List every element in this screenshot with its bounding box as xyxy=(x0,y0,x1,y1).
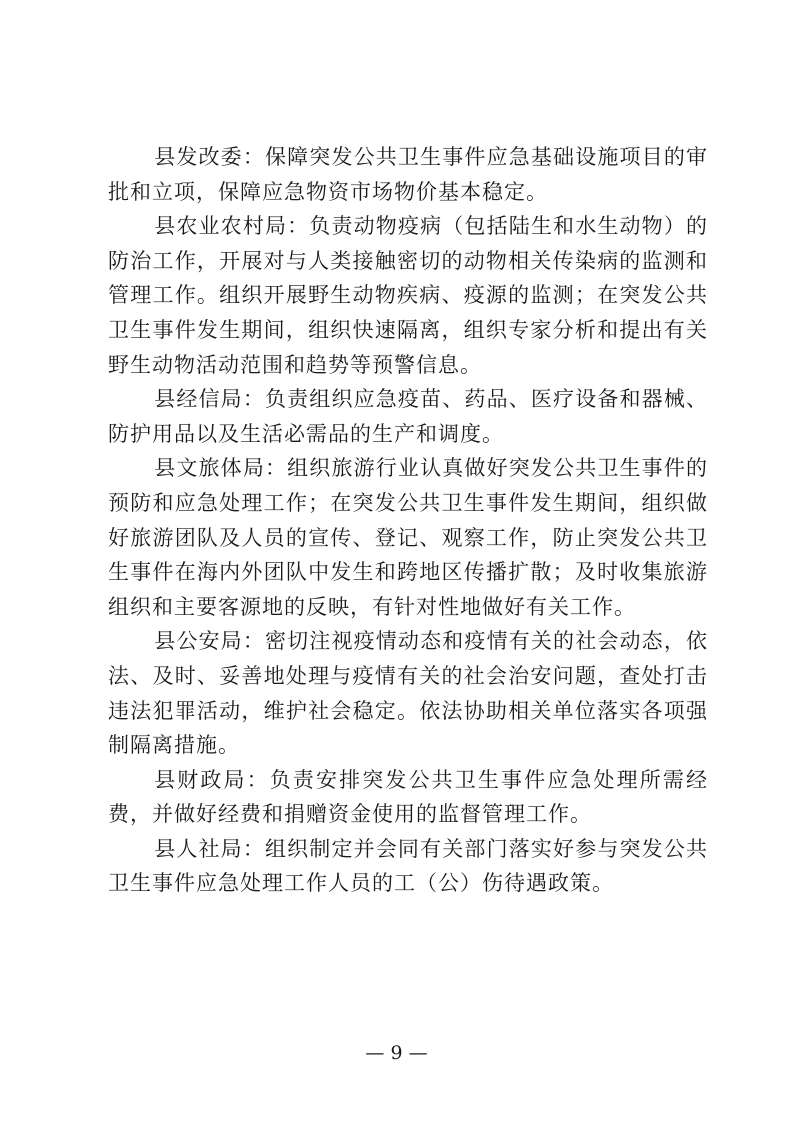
paragraph-finance: 县财政局：负责安排突发公共卫生事件应急处理所需经费，并做好经费和捐赠资金使用的监督管理工作。 xyxy=(108,767,708,827)
paragraph-public-security: 县公安局：密切注视疫情动态和疫情有关的社会动态，依法、及时、妥善地处理与疫情有关的社会治安问题，查处打击违法犯罪活动，维护社会稳定。依法协助相关单位落实各项强制隔离措施。 xyxy=(108,629,708,758)
paragraph-agriculture: 县农业农村局：负责动物疫病（包括陆生和水生动物）的防治工作，开展对与人类接触密切的动物相关传染病的监测和管理工作。组织开展野生动物疾病、疫源的监测；在突发公共卫生事件发生期间，组织快速隔离，组织专家分析和提出有关野生动物活动范围和趋势等预警信息。 xyxy=(108,214,708,377)
document-body xyxy=(108,140,708,901)
page-number: — 9 — xyxy=(365,1042,428,1064)
paragraph-human-resources: 县人社局：组织制定并会同有关部门落实好参与突发公共卫生事件应急处理工作人员的工（公）伤待遇政策。 xyxy=(108,836,708,896)
paragraph-culture-tourism: 县文旅体局：组织旅游行业认真做好突发公共卫生事件的预防和应急处理工作；在突发公共卫生事件发生期间，组织做好旅游团队及人员的宣传、登记、观察工作，防止突发公共卫生事件在海内外团队中发生和跨地区传播扩散；及时收集旅游组织和主要客源地的反映，有针对性地做好有关工作。 xyxy=(108,456,708,619)
paragraph-development-reform: 县发改委：保障突发公共卫生事件应急基础设施项目的审批和立项，保障应急物资市场物价基本稳定。 xyxy=(108,145,708,204)
paragraph-economy-information: 县经信局：负责组织应急疫苗、药品、医疗设备和器械、防护用品以及生活必需品的生产和调度。 xyxy=(108,387,708,446)
